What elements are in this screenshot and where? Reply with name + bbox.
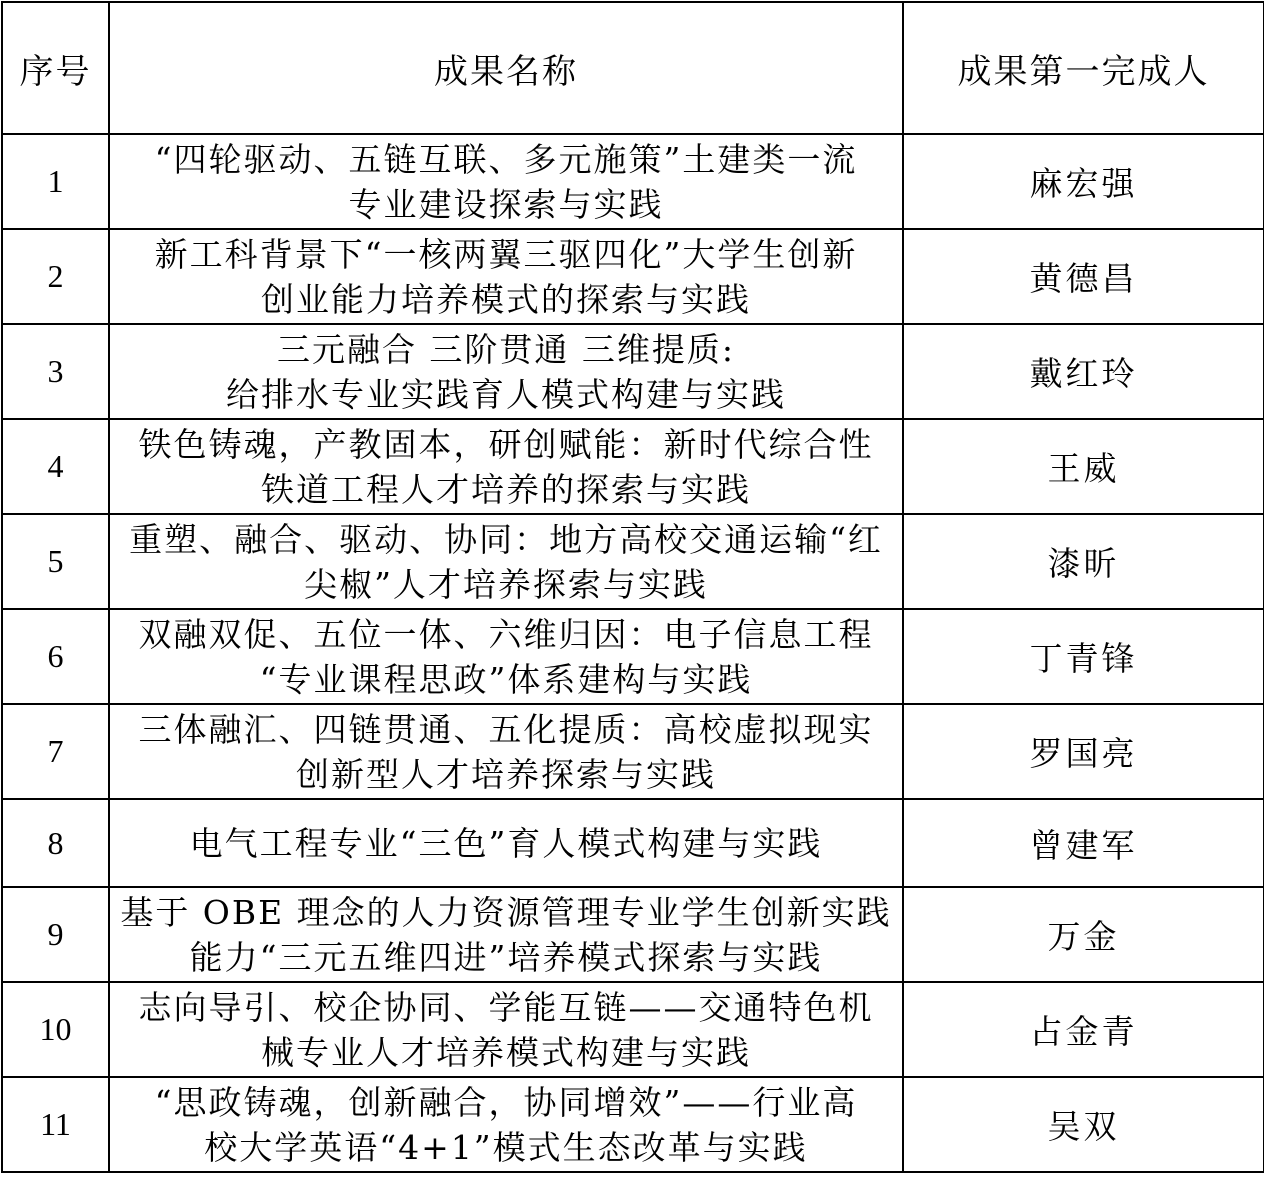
achievement-name-line: 三体融汇、四链贯通、五化提质：高校虚拟现实 xyxy=(138,709,874,749)
row-number: 8 xyxy=(2,799,109,887)
first-completer: 万金 xyxy=(903,887,1264,982)
achievement-name-line: 尖椒”人才培养探索与实践 xyxy=(304,564,708,604)
achievement-name xyxy=(109,324,903,419)
achievement-name-line: “四轮驱动、五链互联、多元施策”土建类一流 xyxy=(154,139,858,179)
achievement-name-line: 重塑、融合、驱动、协同：地方高校交通运输“红 xyxy=(129,519,883,559)
achievement-name xyxy=(109,704,903,799)
achievement-name-line: 铁色铸魂，产教固本，研创赋能：新时代综合性 xyxy=(138,424,874,464)
row-number: 3 xyxy=(2,324,109,419)
achievement-name-line: 新工科背景下“一核两翼三驱四化”大学生创新 xyxy=(154,234,858,274)
achievement-name-line: “专业课程思政”体系建构与实践 xyxy=(259,659,753,699)
achievement-name-line: 基于 OBE 理念的人力资源管理专业学生创新实践 xyxy=(120,892,892,932)
header-row xyxy=(2,2,1264,134)
achievement-name-line: 能力“三元五维四进”培养模式探索与实践 xyxy=(189,937,823,977)
table-row xyxy=(2,887,1264,982)
row-number: 10 xyxy=(2,982,109,1077)
achievement-name xyxy=(109,609,903,704)
table-row xyxy=(2,134,1264,229)
first-completer: 占金青 xyxy=(903,982,1264,1077)
first-completer: 曾建军 xyxy=(903,799,1264,887)
achievement-name-line: 创业能力培养模式的探索与实践 xyxy=(261,279,751,319)
achievement-name xyxy=(109,229,903,324)
achievement-name xyxy=(109,514,903,609)
row-number: 2 xyxy=(2,229,109,324)
achievement-name xyxy=(109,887,903,982)
row-number: 11 xyxy=(2,1077,109,1172)
first-completer: 黄德昌 xyxy=(903,229,1264,324)
table-row xyxy=(2,704,1264,799)
table-row xyxy=(2,324,1264,419)
header-no: 序号 xyxy=(2,2,109,134)
achievements-table xyxy=(1,1,1264,1173)
first-completer: 丁青锋 xyxy=(903,609,1264,704)
achievement-name-line: “思政铸魂，创新融合，协同增效”——行业高 xyxy=(154,1082,858,1122)
first-completer: 吴双 xyxy=(903,1077,1264,1172)
achievement-name xyxy=(109,799,903,887)
row-number: 1 xyxy=(2,134,109,229)
achievement-name xyxy=(109,419,903,514)
achievement-name xyxy=(109,1077,903,1172)
row-number: 4 xyxy=(2,419,109,514)
table-row xyxy=(2,799,1264,887)
row-number: 7 xyxy=(2,704,109,799)
row-number: 9 xyxy=(2,887,109,982)
table-row xyxy=(2,1077,1264,1172)
table-row xyxy=(2,419,1264,514)
achievement-name-line: 校大学英语“4+1”模式生态改革与实践 xyxy=(204,1127,808,1167)
achievement-name-line: 志向导引、校企协同、学能互链——交通特色机 xyxy=(138,987,874,1027)
first-completer: 王威 xyxy=(903,419,1264,514)
achievement-name xyxy=(109,982,903,1077)
table-row xyxy=(2,982,1264,1077)
header-name: 成果名称 xyxy=(109,2,903,134)
achievement-name-line: 械专业人才培养模式构建与实践 xyxy=(261,1032,751,1072)
achievement-name-line: 给排水专业实践育人模式构建与实践 xyxy=(226,374,786,414)
achievement-name-line: 创新型人才培养探索与实践 xyxy=(296,754,716,794)
header-person: 成果第一完成人 xyxy=(903,2,1264,134)
achievement-name-line: 电气工程专业“三色”育人模式构建与实践 xyxy=(189,823,823,863)
first-completer: 漆昕 xyxy=(903,514,1264,609)
achievement-name xyxy=(109,134,903,229)
achievement-name-line: 铁道工程人才培养的探索与实践 xyxy=(261,469,751,509)
achievement-name-line: 专业建设探索与实践 xyxy=(348,184,664,224)
achievement-name-line: 三元融合 三阶贯通 三维提质: xyxy=(276,329,736,369)
achievement-name-line: 双融双促、五位一体、六维归因：电子信息工程 xyxy=(138,614,874,654)
table-row xyxy=(2,514,1264,609)
row-number: 6 xyxy=(2,609,109,704)
first-completer: 戴红玲 xyxy=(903,324,1264,419)
table-row xyxy=(2,609,1264,704)
first-completer: 罗国亮 xyxy=(903,704,1264,799)
row-number: 5 xyxy=(2,514,109,609)
first-completer: 麻宏强 xyxy=(903,134,1264,229)
table-row xyxy=(2,229,1264,324)
